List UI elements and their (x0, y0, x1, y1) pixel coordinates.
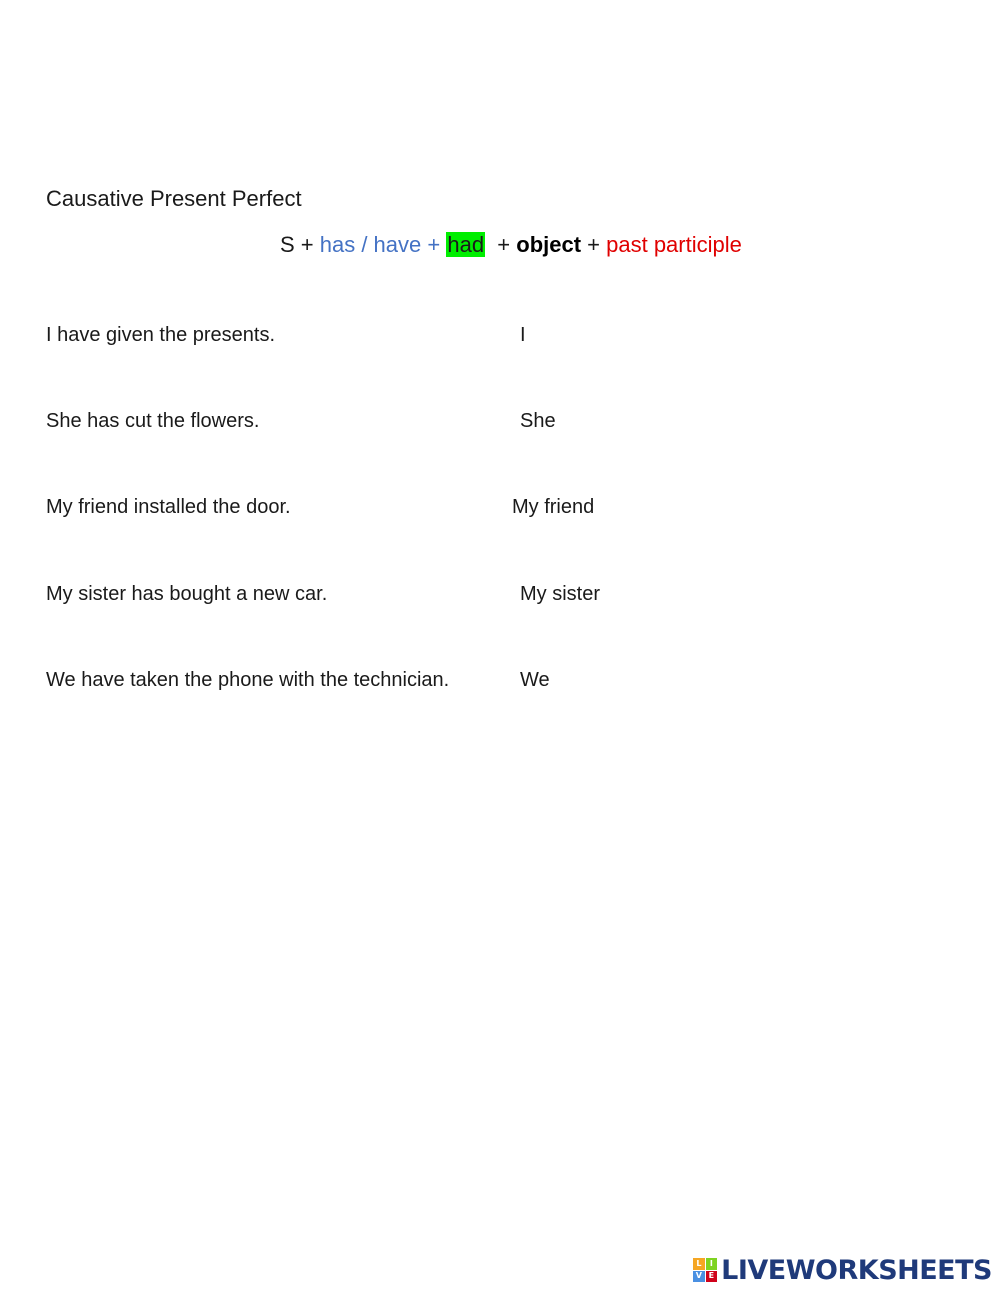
exercise-answer-start: My sister (520, 583, 600, 605)
exercise-sentence: She has cut the flowers. (46, 410, 260, 432)
formula-had-highlight: had (447, 232, 485, 257)
exercise-sentence: We have taken the phone with the technician. (46, 669, 450, 691)
exercise-sentence: My sister has bought a new car. (46, 583, 328, 605)
brand-name: LIVEWORKSHEETS (721, 1254, 992, 1286)
formula (280, 232, 742, 258)
exercise-answer-start: She (520, 410, 556, 432)
formula-auxiliary: has / have + (319, 232, 447, 257)
exercise-answer-start: My friend (512, 496, 595, 518)
liveworksheets-logo-icon (693, 1258, 717, 1282)
brand-watermark[interactable] (693, 1253, 992, 1287)
formula-plus: + (485, 232, 517, 257)
exercise-answer-start: We (520, 669, 550, 691)
logo-letter: V (693, 1271, 705, 1283)
logo-letter: I (706, 1258, 718, 1270)
exercise-sentence: I have given the presents. (46, 324, 276, 346)
exercise-answer-start: I (520, 324, 526, 346)
formula-object: object (516, 232, 582, 257)
exercise-sentence: My friend installed the door. (46, 496, 291, 518)
formula-past-participle: past participle (606, 232, 742, 257)
formula-plus: + (581, 232, 607, 257)
logo-letter: E (706, 1271, 718, 1283)
page-title: Causative Present Perfect (46, 186, 302, 211)
formula-subject: S + (280, 232, 320, 257)
logo-letter: L (693, 1258, 705, 1270)
